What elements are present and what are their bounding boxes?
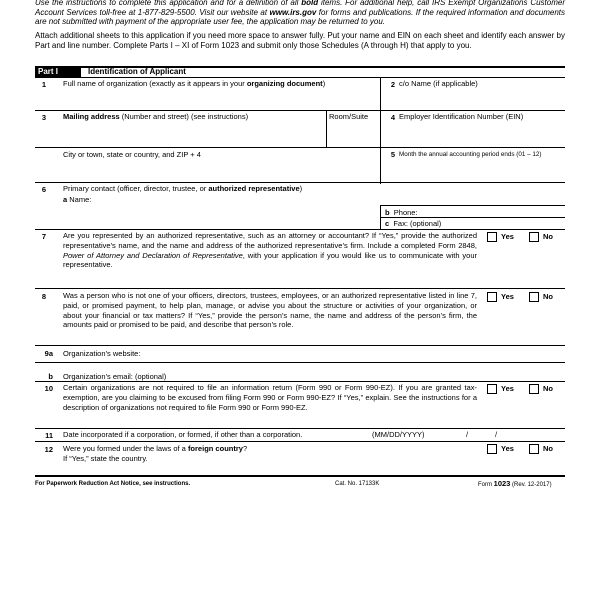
line-2-number: 2 (390, 80, 395, 89)
line-6c-label: c Fax: (optional) (385, 219, 442, 228)
right-column-divider (380, 77, 381, 184)
line-12-yes-label: Yes (501, 444, 514, 453)
co-name-field[interactable] (383, 90, 563, 108)
line-7-no-label: No (543, 232, 553, 241)
line-10-yes-checkbox[interactable] (487, 384, 497, 394)
line-10-yes-label: Yes (501, 384, 514, 393)
intro-paragraph-2: Attach additional sheets to this application if you need more space to answer fully. Put your name and EIN on each sheet and identify each answer by Part and line number. Complete Parts I – XI of Form 1023 and submit only those Schedules (A through H) that apply to you. (35, 31, 565, 50)
part-label: Part I (35, 67, 81, 77)
date-separator-2: / (495, 430, 498, 439)
website-field[interactable] (150, 347, 560, 359)
line-8-yes-label: Yes (501, 292, 514, 301)
row-rule (35, 182, 565, 183)
line-3-label: Mailing address (Number and street) (see instructions) (63, 112, 249, 121)
row-rule (35, 362, 565, 363)
line-8-no-label: No (543, 292, 553, 301)
footer-cat-number: Cat. No. 17133K (335, 481, 380, 487)
line-10-no-checkbox[interactable] (529, 384, 539, 394)
line-6-number: 6 (41, 185, 46, 194)
line-10-no-label: No (543, 384, 553, 393)
line-11-date-format: (MM/DD/YYYY) (372, 430, 425, 439)
line-9b-label: Organization’s email: (optional) (63, 372, 167, 381)
intro-paragraph-1: Use the instructions to complete this application and for a definition of all bold items. For additional help, call IRS Exempt Organizations Customer Account Services toll-free at 1-877-829-5500. Visit our website at www.irs.gov for forms and publications. If the required information and documents are not submitted with payment of the appropriate user fee, the application may be returned to you. (35, 0, 565, 26)
line-6a-label: a Name: (63, 195, 92, 204)
line-3-number: 3 (41, 113, 46, 122)
line-12-yes-checkbox[interactable] (487, 444, 497, 454)
line-11-number: 11 (45, 431, 53, 440)
line-6b-label: b Phone: (385, 208, 418, 217)
line-2-label: c/o Name (if applicable) (399, 79, 478, 88)
contact-name-field[interactable] (95, 194, 379, 224)
row-rule (35, 441, 565, 442)
row-rule (35, 229, 565, 230)
org-name-field[interactable] (63, 90, 379, 108)
line-7-number: 7 (41, 232, 46, 241)
line-9a-number: 9a (44, 349, 53, 358)
line-9a-label: Organization’s website: (63, 349, 141, 358)
row-rule (35, 381, 565, 382)
date-separator-1: / (466, 430, 469, 439)
line-12-no-label: No (543, 444, 553, 453)
line-1-label: Full name of organization (exactly as it appears in your organizing document) (63, 79, 326, 88)
line-8-number: 8 (41, 292, 46, 301)
ein-field[interactable] (383, 123, 563, 145)
line-12-question: Were you formed under the laws of a foreign country? (63, 444, 248, 453)
line-1-number: 1 (41, 80, 46, 89)
line-8-no-checkbox[interactable] (529, 292, 539, 302)
city-label: City or town, state or country, and ZIP + 4 (63, 150, 201, 159)
row-rule (35, 110, 565, 111)
room-suite-divider (326, 110, 327, 147)
line-7-yes-label: Yes (501, 232, 514, 241)
line-8-yes-checkbox[interactable] (487, 292, 497, 302)
part-bottom-rule (35, 77, 565, 78)
line-10-question: Certain organizations are not required to file an information return (Form 990 or Form 990-EZ). If you are granted tax-exemption, are you claiming to be excused from filing Form 990 or Form 990-EZ? If “Yes,” explain. See the instructions for a description of organizations not required to file Form 990 or Form 990-EZ. (63, 383, 477, 412)
row-rule (35, 288, 565, 289)
line-5-number: 5 (390, 150, 395, 159)
line-6-label: Primary contact (officer, director, trustee, or authorized representative) (63, 184, 303, 193)
row-rule (380, 205, 565, 206)
line-8-question: Was a person who is not one of your officers, directors, trustees, employees, or an authorized representative listed in line 7, paid, or promised payment, to help plan, manage, or advise you about the structure or activities of your organization, or about your financial or tax matters? If “Yes,” provide the person’s name, the name and address of the person’s firm, the amounts paid or promised to be paid, and describe that person’s role. (63, 291, 477, 330)
date-incorporated-field[interactable] (440, 429, 560, 440)
line-7-question: Are you represented by an authorized representative, such as an attorney or accountant? If “Yes,” provide the authorized representative’s name, and the name and address of the authorized representative’s firm. Include a completed Form 2848, Power of Attorney and Declaration of Representative, with your application if you would like us to communicate with your representative. (63, 231, 477, 270)
city-state-zip-field[interactable] (63, 160, 379, 182)
row-rule (35, 345, 565, 346)
line-12-number: 12 (44, 445, 53, 454)
mailing-address-field[interactable] (63, 123, 325, 145)
line-5-label: Month the annual accounting period ends (01 – 12) (399, 151, 542, 158)
room-suite-field[interactable] (328, 123, 378, 145)
footer-rule (35, 475, 565, 477)
line-12-followup: If “Yes,” state the country. (63, 454, 148, 463)
accounting-period-field[interactable] (383, 160, 563, 182)
footer-form-id: Form 1023 (Rev. 12-2017) (478, 479, 552, 488)
row-rule (380, 217, 565, 218)
line-9b-number: b (48, 372, 53, 381)
row-rule (35, 147, 565, 148)
line-4-number: 4 (390, 113, 395, 122)
line-10-number: 10 (44, 384, 53, 393)
part-title: Identification of Applicant (88, 67, 186, 76)
line-11-label: Date incorporated if a corporation, or formed, if other than a corporation. (63, 430, 303, 439)
line-12-no-checkbox[interactable] (529, 444, 539, 454)
line-4-label: Employer Identification Number (EIN) (399, 112, 524, 121)
room-suite-label: Room/Suite (329, 112, 369, 121)
line-7-no-checkbox[interactable] (529, 232, 539, 242)
line-7-yes-checkbox[interactable] (487, 232, 497, 242)
email-field[interactable] (185, 368, 560, 380)
footer-paperwork-notice: For Paperwork Reduction Act Notice, see instructions. (35, 481, 191, 487)
